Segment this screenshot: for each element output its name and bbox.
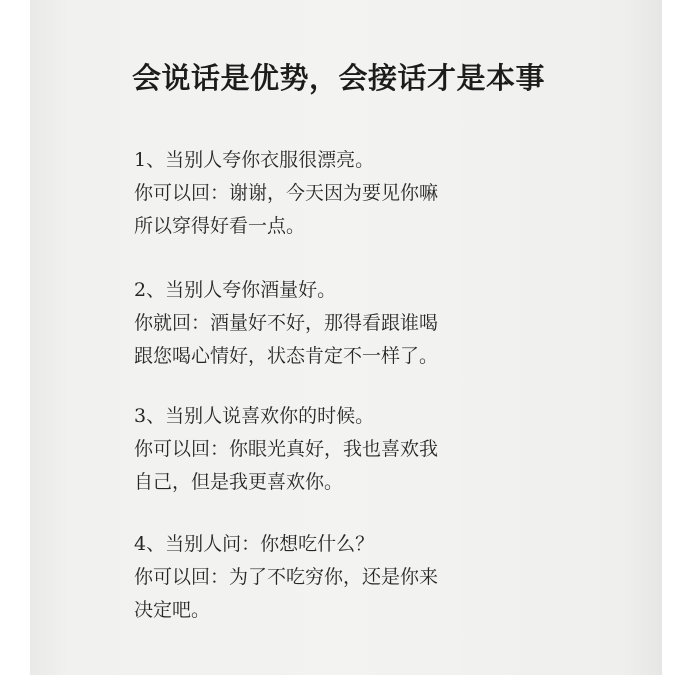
item-heading: 1、当别人夸你衣服很漂亮。: [134, 149, 375, 171]
item-text-line: 你就回：酒量好不好，那得看跟谁喝: [134, 312, 439, 334]
item-text-line: 自己，但是我更喜欢你。: [134, 471, 344, 493]
list-item: [134, 528, 438, 627]
item-heading: 4、当别人问：你想吃什么？: [134, 533, 375, 555]
item-heading: 2、当别人夸你酒量好。: [134, 279, 337, 301]
item-text-line: 你可以回：为了不吃穷你，还是你来: [134, 566, 439, 588]
item-text-line: 跟您喝心情好，状态肯定不一样了。: [134, 345, 439, 367]
book-page: [30, 0, 662, 675]
page-title: 会说话是优势，会接话才是本事: [132, 61, 546, 95]
item-text-line: 决定吧。: [134, 599, 211, 621]
item-text-line: 所以穿得好看一点。: [134, 215, 306, 237]
list-item: [134, 144, 438, 243]
item-heading: 3、当别人说喜欢你的时候。: [134, 405, 375, 427]
list-item: [134, 400, 438, 499]
item-text-line: 你可以回：你眼光真好，我也喜欢我: [134, 438, 439, 460]
list-item: [134, 274, 438, 373]
item-text-line: 你可以回：谢谢，今天因为要见你嘛: [134, 182, 439, 204]
